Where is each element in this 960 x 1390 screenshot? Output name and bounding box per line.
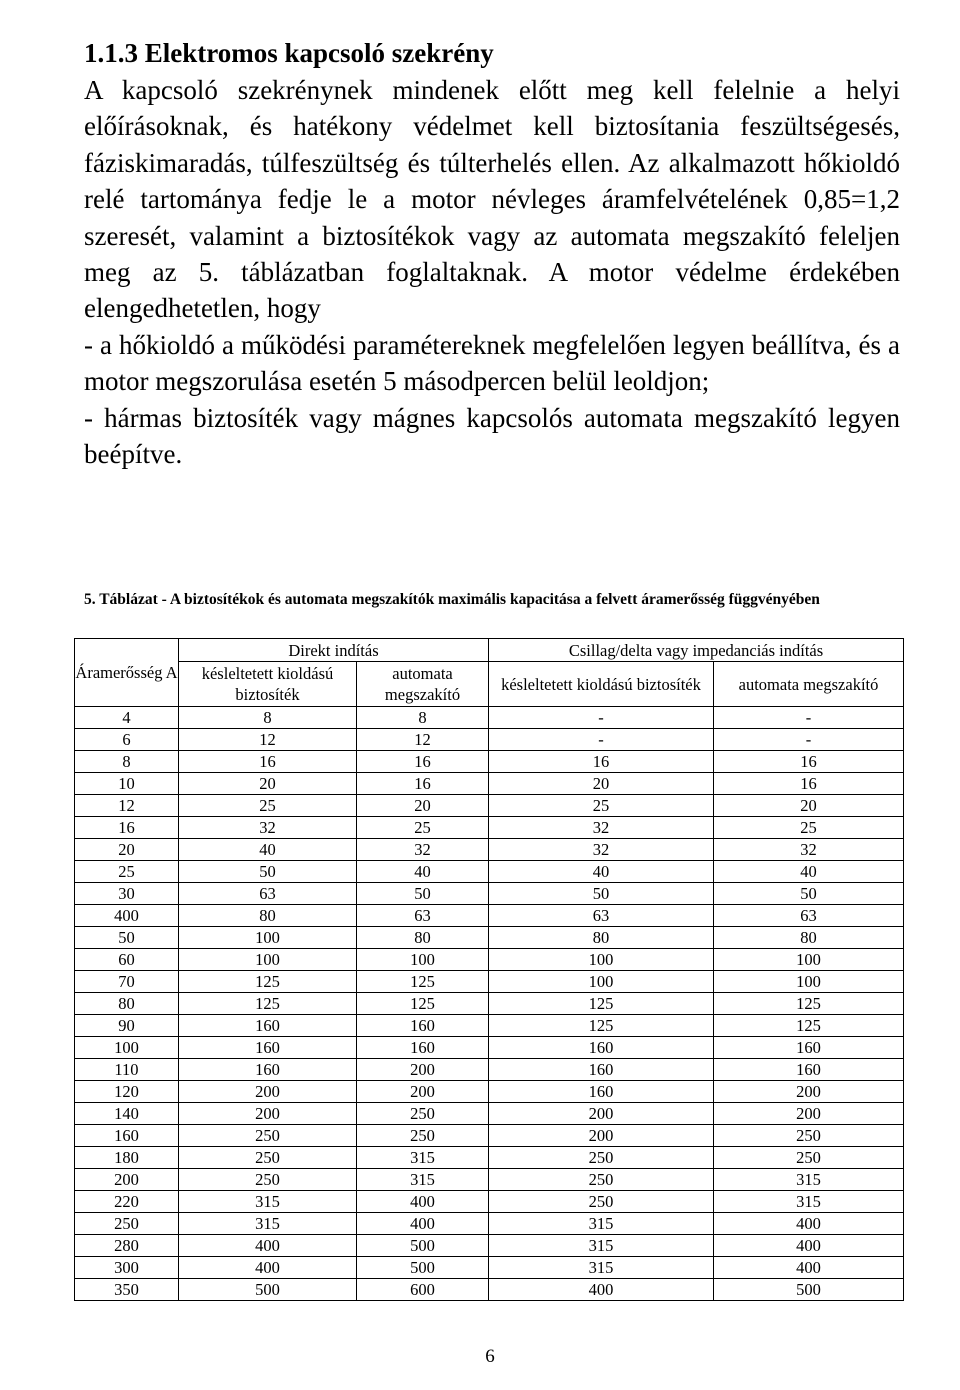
table-caption: 5. Táblázat - A biztosítékok és automata megszakítók maximális kapacitása a felvett áramerősség függvényében [84, 591, 820, 608]
section-heading: 1.1.3 Elektromos kapcsoló szekrény [84, 38, 494, 68]
table-cell: 16 [714, 773, 904, 795]
table-cell: 400 [357, 1213, 489, 1235]
table-cell: 180 [75, 1147, 179, 1169]
table-row [75, 1191, 904, 1213]
table-cell: 32 [179, 817, 357, 839]
table-cell: 90 [75, 1015, 179, 1037]
table-cell: - [714, 729, 904, 751]
table-cell: 40 [357, 861, 489, 883]
table-cell: 200 [357, 1059, 489, 1081]
table-cell: 315 [357, 1169, 489, 1191]
table-cell: 125 [357, 971, 489, 993]
table-cell: 20 [357, 795, 489, 817]
table-cell: 200 [179, 1081, 357, 1103]
table-cell: 80 [179, 905, 357, 927]
table-cell: 8 [75, 751, 179, 773]
table-row [75, 1081, 904, 1103]
table-cell: 160 [489, 1037, 714, 1059]
table-cell: 63 [179, 883, 357, 905]
table-cell: 100 [75, 1037, 179, 1059]
table-cell: - [714, 707, 904, 729]
table-cell: 100 [489, 949, 714, 971]
table-cell: 400 [179, 1235, 357, 1257]
table-cell: 400 [75, 905, 179, 927]
table-cell: 160 [179, 1015, 357, 1037]
table-cell: 100 [179, 927, 357, 949]
table-cell: 250 [75, 1213, 179, 1235]
table-cell: 25 [75, 861, 179, 883]
header-direct-breaker: automata megszakító [357, 662, 489, 707]
table-cell: 50 [714, 883, 904, 905]
table-row [75, 1059, 904, 1081]
table-cell: 160 [179, 1059, 357, 1081]
table-row [75, 971, 904, 993]
table-cell: 500 [357, 1235, 489, 1257]
table-cell: 40 [489, 861, 714, 883]
table-cell: 12 [179, 729, 357, 751]
header-star-breaker: automata megszakító [714, 662, 904, 707]
table-cell: 315 [357, 1147, 489, 1169]
header-star-delta-start: Csillag/delta vagy impedanciás indítás [489, 639, 904, 662]
table-row [75, 1037, 904, 1059]
table-cell: 8 [357, 707, 489, 729]
table-row [75, 949, 904, 971]
page-number: 6 [485, 1346, 495, 1367]
table-cell: 25 [489, 795, 714, 817]
table-cell: 400 [489, 1279, 714, 1301]
table-cell: 63 [489, 905, 714, 927]
table-cell: 63 [714, 905, 904, 927]
table-cell: 16 [75, 817, 179, 839]
header-star-fuse: késleltetett kioldású biztosíték [489, 662, 714, 707]
table-cell: 6 [75, 729, 179, 751]
table-cell: 200 [714, 1081, 904, 1103]
table-cell: 8 [179, 707, 357, 729]
table-row [75, 773, 904, 795]
table-cell: 315 [714, 1191, 904, 1213]
table-cell: 25 [714, 817, 904, 839]
table-row [75, 1147, 904, 1169]
table-cell: 250 [489, 1169, 714, 1191]
table-cell: 140 [75, 1103, 179, 1125]
table-cell: 600 [357, 1279, 489, 1301]
table-cell: 50 [489, 883, 714, 905]
table-cell: 500 [357, 1257, 489, 1279]
table-cell: 250 [179, 1147, 357, 1169]
table-cell: 400 [714, 1213, 904, 1235]
table-row [75, 729, 904, 751]
table-cell: 200 [179, 1103, 357, 1125]
table-cell: 16 [179, 751, 357, 773]
table-cell: 32 [714, 839, 904, 861]
table-cell: 80 [489, 927, 714, 949]
table-cell: 250 [714, 1147, 904, 1169]
paragraph-intro: A kapcsoló szekrénynek mindenek előtt meg kell felelnie a helyi előírásoknak, és hatékony védelmet kell biztosítania feszültségesés, fáziskimaradás, túlfeszültség és túlterhelés ellen. Az alkalmazott hőkioldó relé tartománya fedje le a motor névleges áramfelvételének 0,85=1,2 szeresét, valamint a biztosítékok vagy az automata megszakító feleljen meg az 5. táblázatban foglaltaknak. A motor védelme érdekében elengedhetetlen, hogy [84, 75, 900, 324]
table-cell: 220 [75, 1191, 179, 1213]
table-row [75, 707, 904, 729]
table-cell: 120 [75, 1081, 179, 1103]
table-cell: 100 [714, 949, 904, 971]
table-cell: 12 [75, 795, 179, 817]
table-cell: 16 [357, 773, 489, 795]
header-direct-start: Direkt indítás [179, 639, 489, 662]
table-cell: - [489, 729, 714, 751]
table-cell: 400 [714, 1235, 904, 1257]
table-cell: 250 [357, 1103, 489, 1125]
table-cell: 250 [179, 1125, 357, 1147]
table-cell: 160 [75, 1125, 179, 1147]
table-row [75, 1169, 904, 1191]
body-text [84, 72, 900, 472]
table-cell: 160 [714, 1059, 904, 1081]
table-cell: 70 [75, 971, 179, 993]
table-cell: 100 [357, 949, 489, 971]
table-cell: 10 [75, 773, 179, 795]
table-cell: 300 [75, 1257, 179, 1279]
table-cell: 500 [714, 1279, 904, 1301]
table-cell: 125 [714, 993, 904, 1015]
paragraph-bullet-fuse: - hármas biztosíték vagy mágnes kapcsolós automata megszakító legyen beépítve. [84, 402, 900, 470]
table-cell: 250 [357, 1125, 489, 1147]
table-cell: 50 [179, 861, 357, 883]
table-cell: 125 [489, 993, 714, 1015]
table-cell: 63 [357, 905, 489, 927]
table-cell: 50 [357, 883, 489, 905]
table-cell: 250 [179, 1169, 357, 1191]
table-cell: 25 [179, 795, 357, 817]
table-cell: 350 [75, 1279, 179, 1301]
table-row [75, 1103, 904, 1125]
table-cell: 60 [75, 949, 179, 971]
table-cell: 50 [75, 927, 179, 949]
table-cell: 4 [75, 707, 179, 729]
table-cell: 160 [489, 1059, 714, 1081]
table-row [75, 927, 904, 949]
table-cell: 200 [489, 1125, 714, 1147]
table-cell: 100 [489, 971, 714, 993]
table-row [75, 751, 904, 773]
table-cell: 200 [75, 1169, 179, 1191]
table-row [75, 883, 904, 905]
table-cell: 200 [714, 1103, 904, 1125]
table-row [75, 993, 904, 1015]
table-cell: 125 [489, 1015, 714, 1037]
table-row [75, 1257, 904, 1279]
paragraph-bullet-relay: - a hőkioldó a működési paramétereknek megfelelően legyen beállítva, és a motor megszorulása esetén 5 másodpercen belül leoldjon; [84, 329, 900, 397]
table-cell: 16 [714, 751, 904, 773]
table-cell: 250 [489, 1147, 714, 1169]
table-cell: 32 [489, 839, 714, 861]
table-cell: 160 [357, 1037, 489, 1059]
table-row [75, 1213, 904, 1235]
table-cell: 32 [357, 839, 489, 861]
table-cell: 40 [179, 839, 357, 861]
table-cell: 160 [489, 1081, 714, 1103]
table-body [75, 707, 904, 1301]
table-cell: 315 [489, 1213, 714, 1235]
fuse-capacity-table [74, 638, 904, 1301]
table-cell: 20 [179, 773, 357, 795]
table-cell: 250 [714, 1125, 904, 1147]
table-row [75, 1125, 904, 1147]
table-cell: 160 [179, 1037, 357, 1059]
table-cell: 125 [357, 993, 489, 1015]
table-row [75, 861, 904, 883]
table-cell: 80 [357, 927, 489, 949]
table-cell: 20 [489, 773, 714, 795]
table-cell: - [489, 707, 714, 729]
table-cell: 200 [357, 1081, 489, 1103]
table-cell: 200 [489, 1103, 714, 1125]
table-cell: 32 [489, 817, 714, 839]
table-row [75, 817, 904, 839]
table-cell: 16 [357, 751, 489, 773]
table-cell: 30 [75, 883, 179, 905]
table-cell: 16 [489, 751, 714, 773]
table-row [75, 1235, 904, 1257]
table-cell: 500 [179, 1279, 357, 1301]
table-cell: 280 [75, 1235, 179, 1257]
table-row [75, 905, 904, 927]
table-cell: 160 [357, 1015, 489, 1037]
header-current: Áramerősség A [75, 639, 179, 707]
table-cell: 12 [357, 729, 489, 751]
table-cell: 315 [489, 1257, 714, 1279]
header-direct-fuse: késleltetett kioldású biztosíték [179, 662, 357, 707]
table-cell: 315 [179, 1213, 357, 1235]
table-cell: 160 [714, 1037, 904, 1059]
table-row [75, 839, 904, 861]
table-cell: 40 [714, 861, 904, 883]
table-cell: 25 [357, 817, 489, 839]
table-cell: 250 [489, 1191, 714, 1213]
table-cell: 315 [714, 1169, 904, 1191]
table-cell: 125 [179, 993, 357, 1015]
table-cell: 125 [714, 1015, 904, 1037]
table-cell: 80 [75, 993, 179, 1015]
table-cell: 315 [489, 1235, 714, 1257]
table-row [75, 1279, 904, 1301]
table-cell: 100 [179, 949, 357, 971]
table-cell: 100 [714, 971, 904, 993]
table-row [75, 795, 904, 817]
table-cell: 125 [179, 971, 357, 993]
table-cell: 400 [714, 1257, 904, 1279]
table-cell: 20 [75, 839, 179, 861]
table-cell: 20 [714, 795, 904, 817]
table-cell: 110 [75, 1059, 179, 1081]
table-cell: 400 [179, 1257, 357, 1279]
table-cell: 400 [357, 1191, 489, 1213]
table-cell: 80 [714, 927, 904, 949]
table-row [75, 1015, 904, 1037]
table-cell: 315 [179, 1191, 357, 1213]
